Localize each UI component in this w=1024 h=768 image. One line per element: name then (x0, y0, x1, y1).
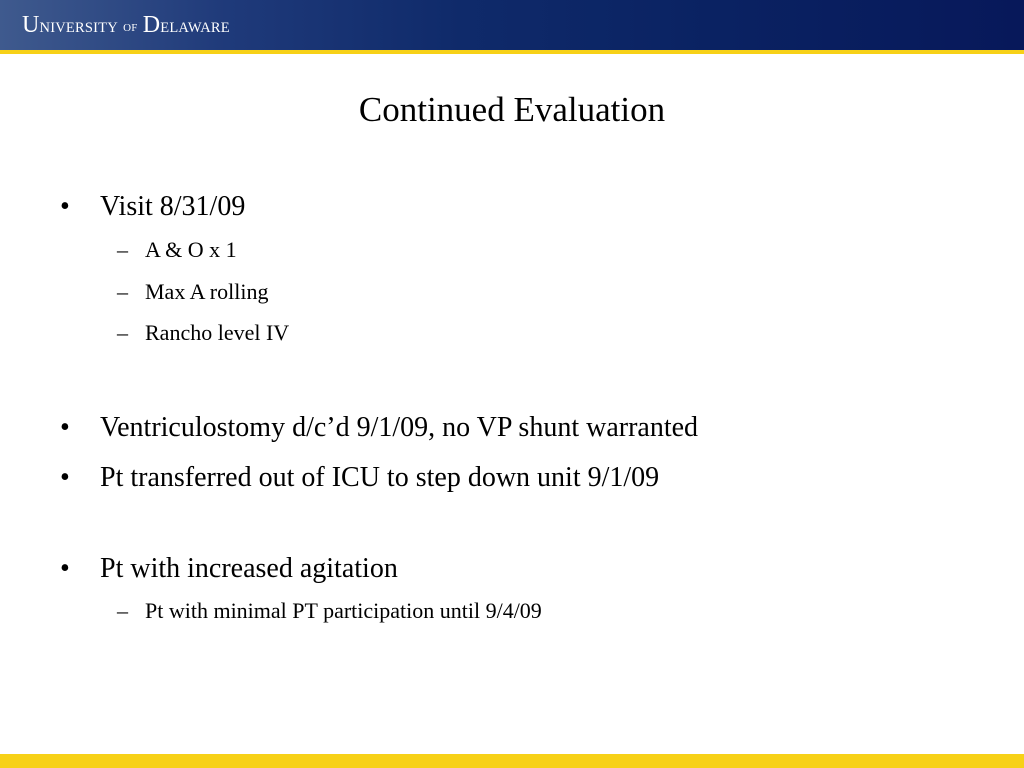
logo-letter-u: U (22, 12, 40, 38)
bullet-icon: • (60, 191, 70, 222)
dash-icon: – (117, 279, 128, 304)
sub-bullet-text: Pt with minimal PT participation until 9/4/09 (145, 598, 542, 623)
dash-icon: – (117, 237, 128, 262)
dash-icon: – (117, 598, 128, 623)
sub-bullet-text: Max A rolling (145, 279, 269, 304)
logo-elaware: ELAWARE (160, 20, 230, 36)
university-logo (22, 10, 230, 40)
sub-bullet-text: Rancho level IV (145, 320, 290, 345)
slide-title: Continued Evaluation (358, 90, 666, 129)
sub-bullet-text: A & O x 1 (145, 237, 237, 262)
bullet-text: Ventriculostomy d/c’d 9/1/09, no VP shunt warranted (100, 412, 699, 443)
logo-niversity: NIVERSITY (39, 20, 118, 36)
bullet-icon: • (60, 553, 70, 584)
logo-letter-d: D (142, 12, 161, 38)
bullet-icon: • (60, 462, 70, 493)
footer-gold-bar (0, 754, 1024, 768)
dash-icon: – (117, 320, 128, 345)
header-gold-stripe (0, 50, 1024, 54)
bullet-icon: • (60, 412, 70, 443)
bullet-text: Visit 8/31/09 (100, 191, 246, 222)
bullet-text: Pt with increased agitation (100, 553, 398, 584)
logo-of: OF (123, 22, 138, 34)
bullet-text: Pt transferred out of ICU to step down unit 9/1/09 (100, 462, 660, 493)
header-banner (0, 0, 1024, 50)
